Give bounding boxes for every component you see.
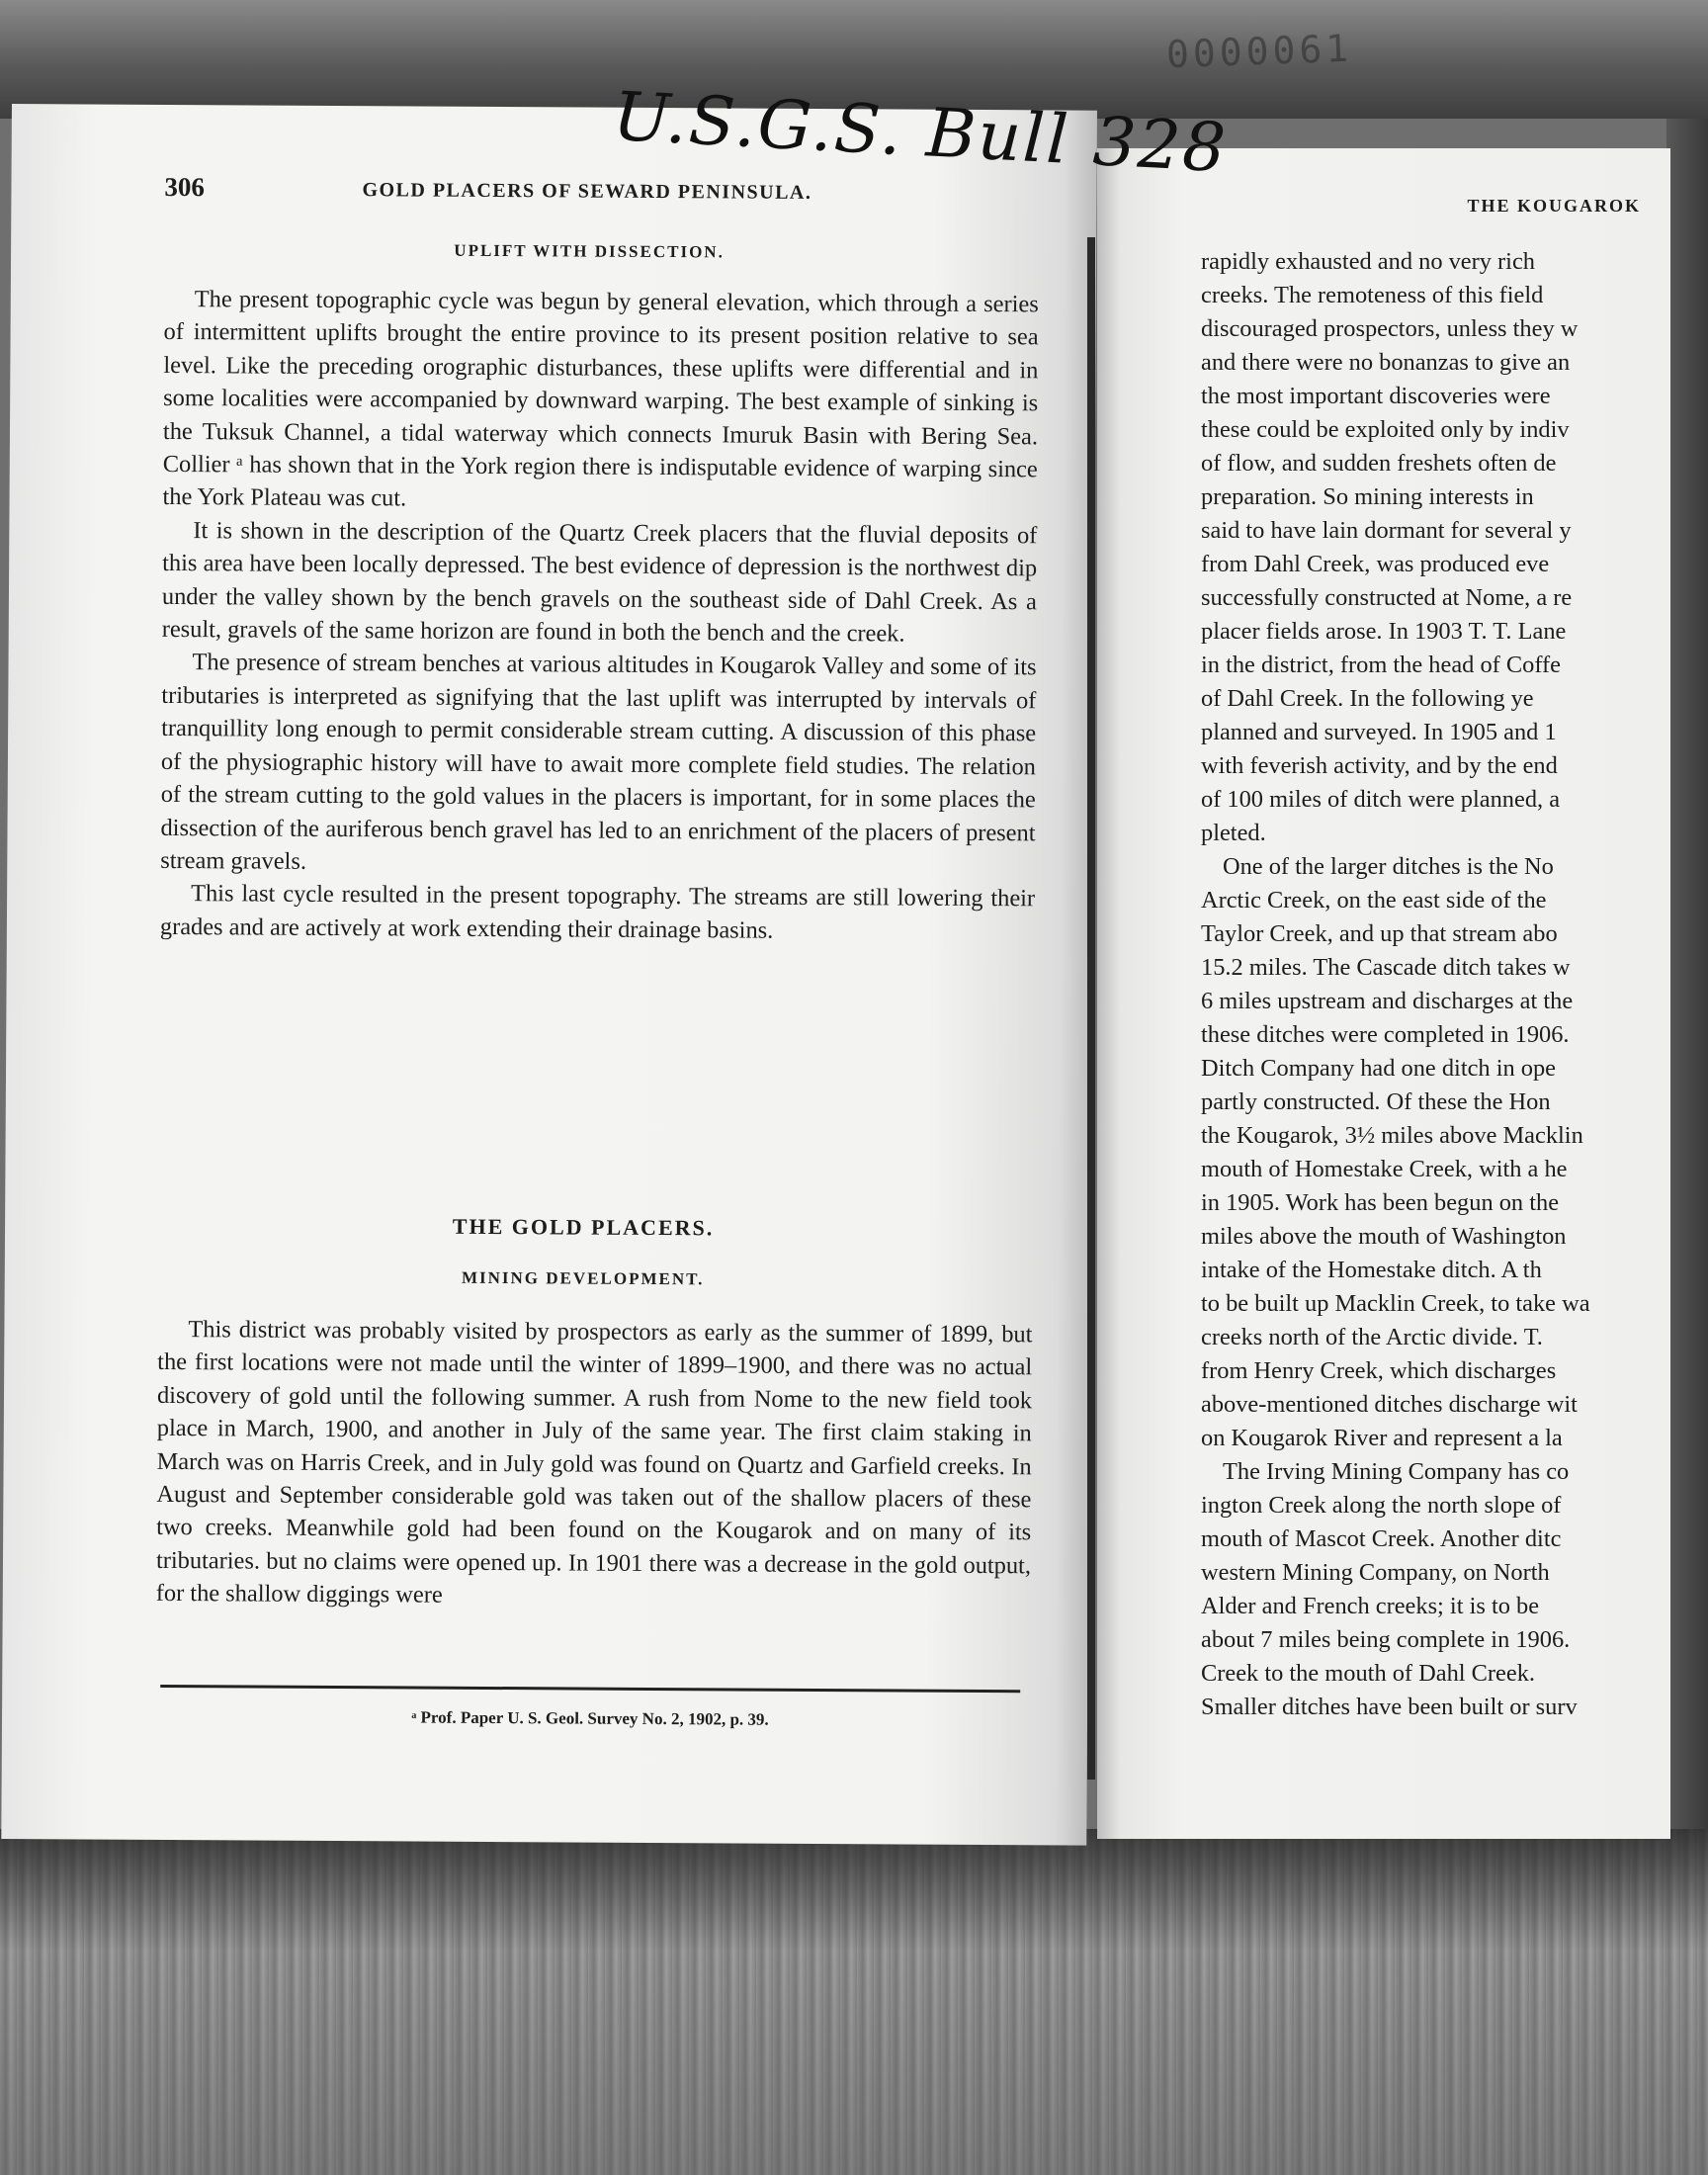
text-line: Alder and French creeks; it is to be — [1201, 1593, 1540, 1619]
text-line: western Mining Company, on North — [1201, 1559, 1550, 1586]
paragraph: This last cycle resulted in the present topography. The streams are still lowering their grades and are actively at work extending their drainage basins. — [159, 880, 1036, 944]
running-title-right: THE KOUGAROK — [1467, 196, 1641, 216]
text-line: the most important discoveries were — [1201, 383, 1551, 409]
text-line: in 1905. Work has been begun on the — [1201, 1189, 1560, 1216]
text-line: from Dahl Creek, was produced eve — [1201, 551, 1550, 577]
text-line: Creek to the mouth of Dahl Creek. — [1201, 1660, 1535, 1687]
handwritten-annotation: U.S.G.S. Bull 328 — [611, 77, 1230, 189]
text-line: Arctic Creek, on the east side of the — [1201, 887, 1547, 914]
text-line: 6 miles upstream and discharges at the — [1201, 988, 1574, 1014]
text-line: to be built up Macklin Creek, to take wa — [1201, 1290, 1590, 1317]
text-line: 15.2 miles. The Cascade ditch takes w — [1201, 954, 1571, 981]
footnote: ᵃ Prof. Paper U. S. Geol. Survey No. 2, 1902, p. 39. — [411, 1707, 769, 1729]
paragraph: The presence of stream benches at various altitudes in Kougarok Valley and some of its tributaries is interpreted as signifying that the last uplift was interrupted by intervals of tranquillity long enough to permit considerable stream cutting. A discussion of this phase of the physiographic history will have to await more complete field studies. The relation of the stream cutting to the gold values in the placers is important, for in some places the dissection of the auriferous bench gravel has led to an enrichment of the placers of present stream gravels. — [160, 649, 1037, 875]
text-line: partly constructed. Of these the Hon — [1201, 1088, 1551, 1115]
right-page-text — [1201, 245, 1670, 1724]
text-line: successfully constructed at Nome, a re — [1201, 584, 1573, 611]
text-line: Taylor Creek, and up that stream abo — [1201, 920, 1558, 947]
running-head — [164, 172, 975, 217]
text-line: ington Creek along the north slope of — [1201, 1492, 1562, 1519]
left-page — [1, 104, 1097, 1846]
text-line: preparation. So mining interests in — [1201, 483, 1534, 510]
text-line: of flow, and sudden freshets often de — [1201, 450, 1557, 477]
text-line: in the district, from the head of Coffe — [1201, 652, 1561, 678]
text-line: about 7 miles being complete in 1906. — [1201, 1626, 1571, 1653]
text-line: pleted. — [1201, 820, 1266, 846]
text-line: discouraged prospectors, unless they w — [1201, 315, 1579, 342]
text-line: from Henry Creek, which discharges — [1201, 1357, 1557, 1384]
text-line: Ditch Company had one ditch in ope — [1201, 1055, 1557, 1082]
right-page — [1097, 148, 1670, 1839]
text-line: The Irving Mining Company has co — [1223, 1458, 1570, 1485]
text-line: rapidly exhausted and no very rich — [1201, 248, 1535, 275]
section-heading-uplift: UPLIFT WITH DISSECTION. — [454, 240, 725, 262]
text-line: with feverish activity, and by the end — [1201, 752, 1558, 779]
section-heading-gold-placers: THE GOLD PLACERS. — [452, 1213, 715, 1241]
text-line: on Kougarok River and represent a la — [1201, 1425, 1563, 1451]
running-title: GOLD PLACERS OF SEWARD PENINSULA. — [362, 179, 812, 204]
text-line: placer fields arose. In 1903 T. T. Lane — [1201, 618, 1567, 645]
text-line: these ditches were completed in 1906. — [1201, 1021, 1570, 1048]
scan-background-right — [1666, 119, 1708, 1829]
text-line: these could be exploited only by indiv — [1201, 416, 1570, 443]
text-line: of 100 miles of ditch were planned, a — [1201, 786, 1561, 813]
paragraph: The present topographic cycle was begun by general elevation, which through a series of intermittent uplifts brought the entire province to its present position relative to sea level. Like the preceding orographic disturbances, these uplifts were differential and in some localities were accompanied by downward warping. The best example of sinking is the Tuksuk Channel, a tidal waterway which connects Imuruk Basin with Bering Sea. Collier ᵃ has shown that in the York region there is indisputable evidence of warping since the York Plateau was cut. — [162, 286, 1039, 512]
section-heading-mining-development: MINING DEVELOPMENT. — [461, 1267, 705, 1289]
footnote-rule — [160, 1685, 1020, 1693]
uplift-body — [160, 283, 1039, 949]
text-line: creeks. The remoteness of this field — [1201, 282, 1544, 308]
text-line: planned and surveyed. In 1905 and 1 — [1201, 719, 1557, 745]
text-line: and there were no bonanzas to give an — [1201, 349, 1571, 376]
text-line: the Kougarok, 3½ miles above Macklin — [1201, 1122, 1583, 1149]
book-gutter — [1087, 237, 1095, 1780]
archive-stamp-number: 0000061 — [1165, 26, 1353, 77]
page-number: 306 — [164, 171, 206, 203]
text-line: miles above the mouth of Washington — [1201, 1223, 1567, 1250]
text-line: creeks north of the Arctic divide. T. — [1201, 1324, 1543, 1350]
text-line: mouth of Homestake Creek, with a he — [1201, 1156, 1568, 1182]
scan-background-bottom — [0, 1829, 1708, 2175]
text-line: said to have lain dormant for several y — [1201, 517, 1572, 544]
text-line: Smaller ditches have been built or surv — [1201, 1694, 1578, 1720]
text-line: One of the larger ditches is the No — [1223, 853, 1554, 880]
text-line: of Dahl Creek. In the following ye — [1201, 685, 1534, 712]
text-line: mouth of Mascot Creek. Another ditc — [1201, 1525, 1562, 1552]
paragraph: This district was probably visited by prospectors as early as the summer of 1899, but the first locations were not made until the winter of 1899–1900, and there was no actual discovery of gold until the following summer. A rush from Nome to the new field took place in March, 1900, and another in July of the same year. The first claim staking in March was on Harris Creek, and in July gold was found on Quartz and Garfield creeks. In August and September considerable gold was taken out of the shallow placers of these two creeks. Meanwhile gold had been found on the Kougarok and on many of its tributaries. but no claims were opened up. In 1901 there was a decrease in the gold output, for the shallow diggings were — [155, 1316, 1033, 1609]
text-line: intake of the Homestake ditch. A th — [1201, 1257, 1542, 1283]
text-line: above-mentioned ditches discharge wit — [1201, 1391, 1578, 1418]
paragraph: It is shown in the description of the Quartz Creek placers that the fluvial deposits of this area have been locally depressed. The best evidence of depression is the northwest dip under the valley shown by the bench gravels on the southeast side of Dahl Creek. As a result, gravels of the same horizon are found in both the bench and the creek. — [161, 516, 1038, 648]
mining-body — [156, 1313, 1033, 1615]
